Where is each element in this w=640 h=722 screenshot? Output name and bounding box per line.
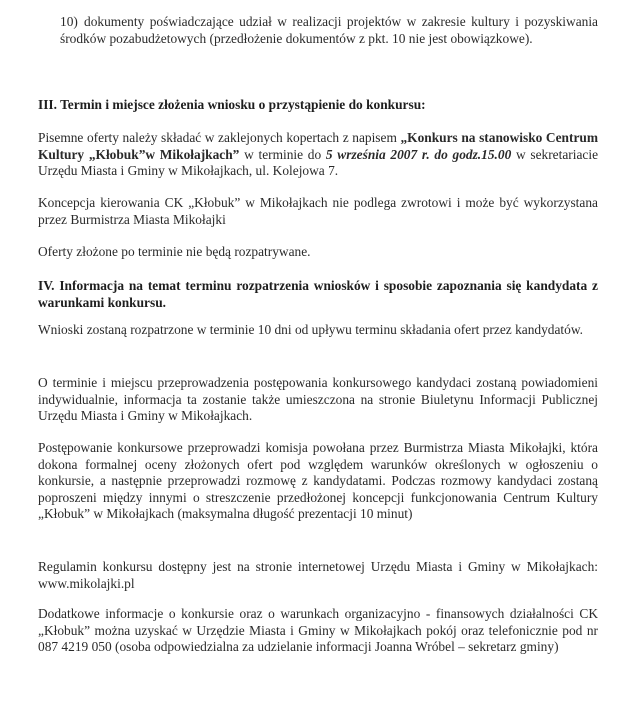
section-4-paragraph-2: O terminie i miejscu przeprowadzenia postępowania konkursowego kandydaci zostaną powiadomieni indywidualnie, informacja ta zostanie także umieszczona na stronie Biuletynu Informacji Publicznej Urzędu Miasta i Gminy w Mikołajkach. bbox=[38, 375, 598, 423]
paragraph-text: w terminie do bbox=[239, 146, 326, 162]
list-item-number: 10) bbox=[60, 14, 78, 29]
section-3-heading: III. Termin i miejsce złożenia wniosku o przystąpienie do konkursu: bbox=[38, 97, 426, 112]
section-3-paragraph-3: Oferty złożone po terminie nie będą rozpatrywane. bbox=[38, 244, 311, 259]
section-4-paragraph-3: Postępowanie konkursowe przeprowadzi komisja powołana przez Burmistrza Miasta Mikołajki, która dokona formalnej oceny złożonych ofert pod względem warunków określonych w ogłoszeniu o konkursie, a następnie przeprowadzi rozmowę z kandydatami. Podczas rozmowy kandydaci zostaną poproszeni między innymi o streszczenie przedłożonej koncepcji funkcjonowania Centrum Kultury „Kłobuk” w Mikołajkach (maksymalna długość prezentacji 10 minut) bbox=[38, 440, 598, 521]
section-4-paragraph-1: Wnioski zostaną rozpatrzone w terminie 10 dni od upływu terminu składania ofert przez kandydatów. bbox=[38, 322, 584, 337]
section-4-paragraph-4: Regulamin konkursu dostępny jest na stronie internetowej Urzędu Miasta i Gminy w Mikołajkach: www.mikolajki.pl bbox=[38, 559, 598, 591]
list-item-10 bbox=[60, 14, 598, 47]
section-4-paragraph-5: Dodatkowe informacje o konkursie oraz o warunkach organizacyjno - finansowych działalności CK „Kłobuk” można uzyskać w Urzędzie Miasta i Gminy w Mikołajkach pokój oraz telefonicznie pod nr 087 4219 050 (osoba odpowiedzialna za udzielanie informacji Joanna Wróbel – sekretarz gminy) bbox=[38, 606, 598, 654]
paragraph-text: Pisemne oferty należy składać w zaklejonych kopertach z napisem bbox=[38, 130, 401, 145]
paragraph-text: w sekretariacie Urzędu Miasta i Gminy w Mikołajkach, ul. Kolejowa 7. bbox=[38, 146, 599, 178]
envelope-label: „Konkurs na stanowisko Centrum Kultury „Kłobuk”w Mikołajkach” bbox=[38, 130, 598, 162]
list-item-text: dokumenty poświadczające udział w realizacji projektów w zakresie kultury i pozyskiwania środków pozabudżetowych (przedłożenie dokumentów z pkt. 10 nie jest obowiązkowe). bbox=[60, 14, 598, 46]
deadline: 5 września 2007 r. do godz.15.00 bbox=[325, 146, 512, 162]
section-3-paragraph-1 bbox=[38, 130, 598, 180]
section-4-heading: IV. Informacja na temat terminu rozpatrzenia wniosków i sposobie zapoznania się kandydata z warunkami konkursu. bbox=[38, 278, 598, 310]
section-3-paragraph-2: Koncepcja kierowania CK „Kłobuk” w Mikołajkach nie podlega zwrotowi i może być wykorzystana przez Burmistrza Miasta Mikołajki bbox=[38, 195, 598, 227]
